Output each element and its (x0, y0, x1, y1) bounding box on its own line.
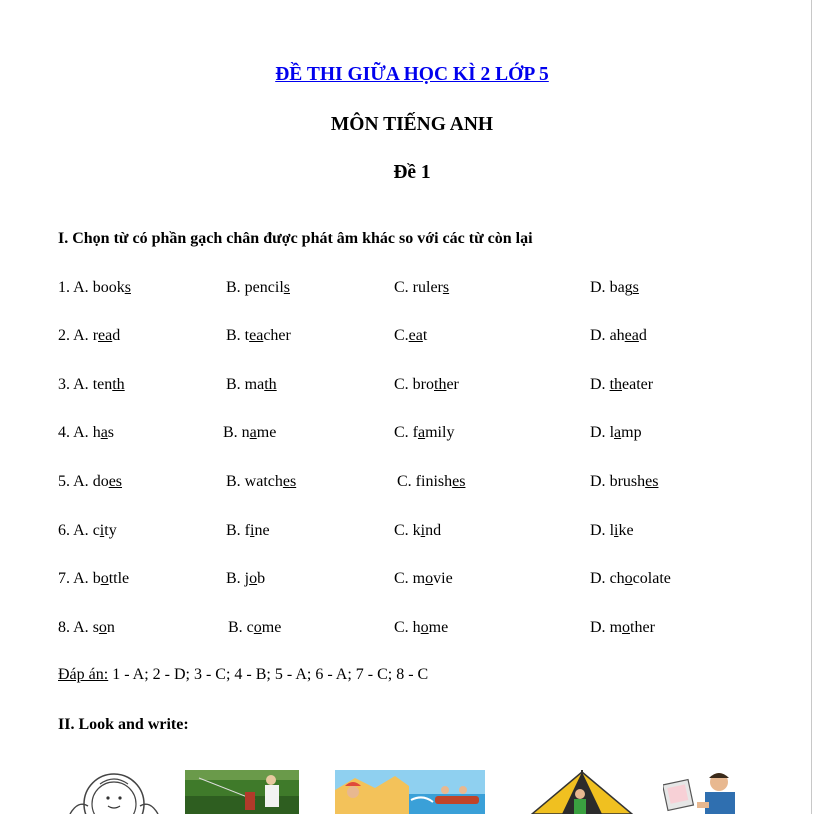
option-letter: D. (590, 376, 606, 393)
question-number: 2. (58, 327, 70, 344)
option-letter: A. (73, 473, 89, 490)
answer-key (58, 666, 428, 684)
question-8-option-a (58, 619, 115, 637)
question-row-2 (0, 327, 816, 349)
word-prefix: r (92, 327, 99, 344)
underlined-part: es (452, 473, 466, 490)
fishing-picture (185, 770, 299, 814)
underlined-part: o (98, 619, 107, 636)
word-prefix: ma (244, 376, 265, 393)
question-5-option-d (590, 473, 658, 491)
question-7-option-c (394, 570, 453, 588)
underlined-part: s (442, 279, 450, 296)
question-1-option-c (394, 279, 449, 297)
option-letter: C. (394, 424, 409, 441)
underlined-part: th (112, 376, 125, 393)
word-prefix: ruler (412, 279, 443, 296)
question-row-3 (0, 376, 816, 398)
underlined-part: a (100, 424, 108, 441)
word-prefix: c (92, 522, 100, 539)
word-prefix: m (609, 619, 623, 636)
underlined-part: i (420, 522, 426, 539)
word-suffix: cher (263, 327, 291, 344)
word-prefix: b (92, 570, 101, 587)
student-computer-picture (663, 770, 743, 814)
option-letter: D. (590, 522, 606, 539)
word-prefix: n (241, 424, 250, 441)
option-letter: B. (223, 424, 238, 441)
question-4-option-a (58, 424, 114, 442)
word-suffix: eater (622, 376, 654, 393)
underlined-part: o (420, 619, 429, 636)
word-suffix: t (422, 327, 428, 344)
underlined-part: o (253, 619, 262, 636)
word-suffix: er (446, 376, 459, 393)
word-prefix: ten (92, 376, 113, 393)
option-letter: D. (590, 619, 606, 636)
question-number: 6. (58, 522, 70, 539)
word-suffix: d (112, 327, 121, 344)
section1-heading: I. Chọn từ có phần gạch chân được phát âm khác so với các từ còn lại (58, 230, 533, 247)
option-letter: D. (590, 327, 606, 344)
answer-label: Đáp án: (58, 666, 109, 683)
question-5-option-c (397, 473, 465, 491)
word-prefix: pencil (244, 279, 284, 296)
question-4-option-c (394, 424, 454, 442)
question-3-option-a (58, 376, 125, 394)
question-1-option-b (226, 279, 290, 297)
underlined-part: o (425, 570, 434, 587)
question-6-option-a (58, 522, 117, 540)
word-suffix: me (261, 619, 282, 636)
question-4-option-d (590, 424, 642, 442)
subject-title: MÔN TIẾNG ANH (330, 114, 494, 135)
word-prefix: h (412, 619, 421, 636)
answer-text: 1 - A; 2 - D; 3 - C; 4 - B; 5 - A; 6 - A; 7 - C; 8 - C (108, 666, 429, 683)
question-4-option-b (223, 424, 276, 442)
question-2-option-a (58, 327, 120, 345)
option-letter: A. (73, 279, 89, 296)
question-5-option-a (58, 473, 122, 491)
option-letter: B. (228, 619, 243, 636)
word-suffix: b (257, 570, 266, 587)
underlined-part: es (645, 473, 659, 490)
underlined-part: o (249, 570, 258, 587)
word-prefix: s (92, 619, 99, 636)
underlined-part: o (622, 619, 631, 636)
underlined-part: ea (624, 327, 639, 344)
option-letter: B. (226, 522, 241, 539)
question-row-6 (0, 522, 816, 544)
question-3-option-c (394, 376, 459, 394)
underlined-part: s (283, 279, 290, 296)
word-prefix: m (412, 570, 426, 587)
word-suffix: mily (425, 424, 455, 441)
option-letter: C. (394, 376, 409, 393)
underlined-part: o (624, 570, 633, 587)
question-3-option-b (226, 376, 277, 394)
option-letter: B. (226, 376, 241, 393)
underlined-part: o (100, 570, 109, 587)
underlined-part: i (99, 522, 105, 539)
question-number: 7. (58, 570, 70, 587)
question-number: 3. (58, 376, 70, 393)
question-3-option-d (590, 376, 653, 394)
word-suffix: ttle (108, 570, 130, 587)
underlined-part: i (250, 522, 255, 539)
question-number: 4. (58, 424, 70, 441)
option-letter: C. (397, 473, 412, 490)
word-suffix: ther (630, 619, 655, 636)
question-1-option-d (590, 279, 639, 297)
underlined-part: a (249, 424, 257, 441)
astronaut-picture (64, 770, 160, 814)
word-prefix: ch (609, 570, 625, 587)
option-letter: C. (394, 619, 409, 636)
word-suffix: d (638, 327, 647, 344)
question-row-7 (0, 570, 816, 592)
question-6-option-b (226, 522, 270, 540)
option-letter: A. (73, 327, 89, 344)
word-prefix: l (609, 522, 615, 539)
word-prefix: book (92, 279, 125, 296)
word-prefix: j (244, 570, 250, 587)
question-1-option-a (58, 279, 131, 297)
option-letter: B. (226, 279, 241, 296)
option-letter: A. (73, 570, 89, 587)
question-2-option-c (394, 327, 427, 345)
word-suffix: me (256, 424, 277, 441)
option-letter: D. (590, 473, 606, 490)
question-8-option-d (590, 619, 655, 637)
underlined-part: s (124, 279, 131, 296)
word-suffix: n (106, 619, 115, 636)
underlined-part: a (418, 424, 426, 441)
word-suffix: ne (254, 522, 270, 539)
underlined-part: th (264, 376, 277, 393)
question-6-option-d (590, 522, 634, 540)
option-letter: A. (73, 376, 89, 393)
word-suffix: vie (433, 570, 453, 587)
word-suffix: mp (621, 424, 642, 441)
question-6-option-c (394, 522, 441, 540)
section2-heading: II. Look and write: (58, 716, 189, 733)
option-letter: C. (394, 327, 409, 344)
underlined-part: s (632, 279, 639, 296)
underlined-part: th (434, 376, 447, 393)
word-prefix: l (609, 424, 615, 441)
exam-number: Đề 1 (393, 162, 431, 183)
option-letter: B. (226, 570, 241, 587)
word-prefix: f (412, 424, 418, 441)
word-suffix: me (428, 619, 449, 636)
option-letter: C. (394, 570, 409, 587)
word-prefix: t (244, 327, 250, 344)
question-7-option-a (58, 570, 129, 588)
word-prefix: do (92, 473, 109, 490)
word-suffix: ty (104, 522, 117, 539)
question-8-option-b (228, 619, 281, 637)
option-letter: A. (73, 619, 89, 636)
word-prefix: bro (412, 376, 434, 393)
word-suffix: nd (425, 522, 442, 539)
option-letter: A. (73, 424, 89, 441)
underlined-part: ea (408, 327, 423, 344)
word-prefix: h (92, 424, 101, 441)
beach-picture (335, 770, 485, 814)
word-suffix: ke (618, 522, 634, 539)
underlined-part: ea (249, 327, 264, 344)
underlined-part: es (108, 473, 123, 490)
underlined-part: es (282, 473, 297, 490)
word-prefix: watch (244, 473, 283, 490)
word-prefix: k (412, 522, 421, 539)
question-8-option-c (394, 619, 448, 637)
option-letter: D. (590, 424, 606, 441)
question-number: 5. (58, 473, 70, 490)
question-7-option-b (226, 570, 265, 588)
question-row-5 (0, 473, 816, 495)
word-prefix: brush (609, 473, 646, 490)
option-letter: B. (226, 473, 241, 490)
word-prefix: finish (415, 473, 453, 490)
option-letter: C. (394, 522, 409, 539)
word-suffix: s (107, 424, 115, 441)
word-prefix: ah (609, 327, 625, 344)
underlined-part: ea (98, 327, 113, 344)
word-prefix: c (246, 619, 254, 636)
question-row-8 (0, 619, 816, 641)
question-row-4 (0, 424, 816, 446)
option-letter: D. (590, 279, 606, 296)
underlined-part: i (614, 522, 619, 539)
option-letter: D. (590, 570, 606, 587)
underlined-part: a (614, 424, 622, 441)
option-letter: A. (73, 522, 89, 539)
question-number: 8. (58, 619, 70, 636)
question-7-option-d (590, 570, 671, 588)
document-title[interactable]: ĐỀ THI GIỮA HỌC KÌ 2 LỚP 5 (275, 64, 549, 85)
question-2-option-b (226, 327, 291, 345)
word-prefix: bag (609, 279, 633, 296)
option-letter: B. (226, 327, 241, 344)
question-number: 1. (58, 279, 70, 296)
question-2-option-d (590, 327, 647, 345)
question-5-option-b (226, 473, 296, 491)
underlined-part: th (609, 376, 623, 393)
word-suffix: colate (632, 570, 671, 587)
word-prefix: f (244, 522, 250, 539)
tent-picture (528, 770, 636, 814)
question-row-1 (0, 279, 816, 301)
option-letter: C. (394, 279, 409, 296)
